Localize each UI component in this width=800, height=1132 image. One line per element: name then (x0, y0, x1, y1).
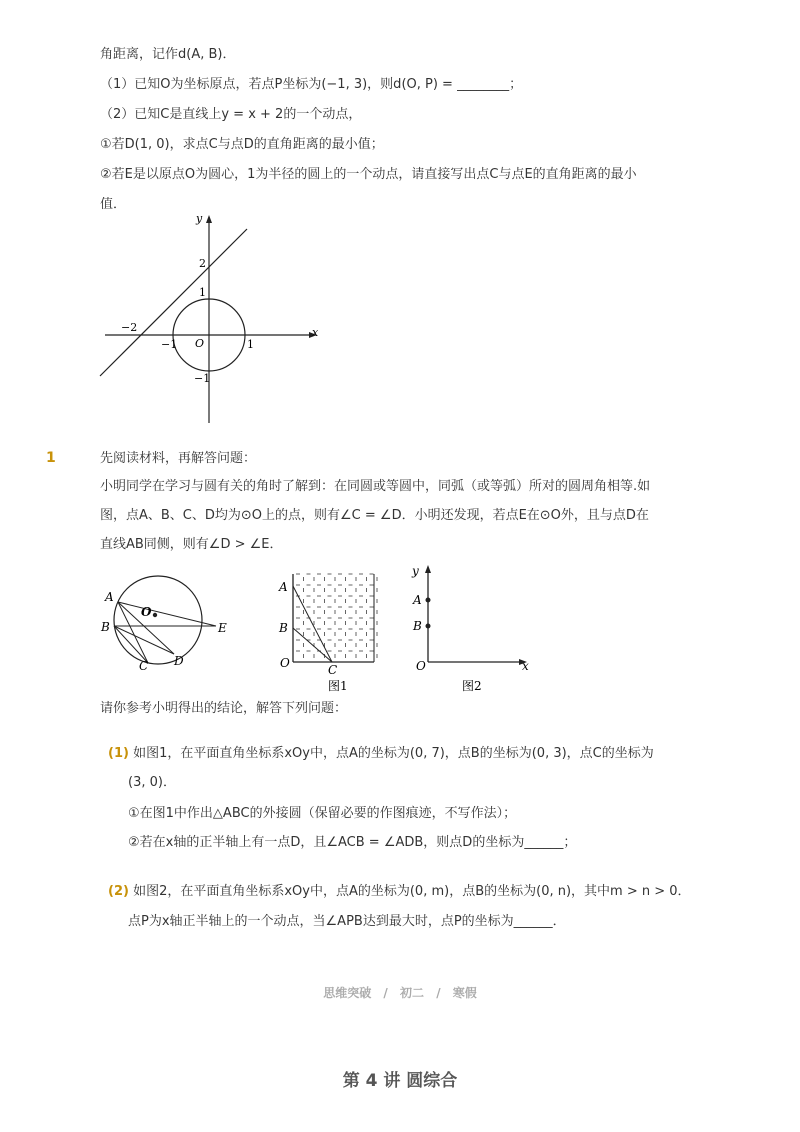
sub2-number: (2) (108, 884, 129, 899)
fig2-y-arrow-icon (425, 565, 431, 573)
segment-bc (114, 626, 148, 663)
problem-intro: 先阅读材料，再解答问题： (100, 451, 257, 466)
sub1-part-a: ①在图1中作出△ABC的外接圆（保留必要的作图痕迹，不写作法）； (128, 806, 517, 821)
sub1-part-b: ②若在x轴的正半轴上有一点D，且∠ACB = ∠ADB，则点D的坐标为______； (128, 835, 577, 850)
ask-line: 请你参考小明得出的结论，解答下列问题： (100, 701, 348, 716)
question-2: （2）已知C是直线上y = x + 2的一个动点， (100, 107, 362, 122)
point-label-a: A (105, 590, 114, 604)
point-label-d: D (174, 654, 184, 668)
question-2b-line1: ②若E是以原点O为圆心，1为半径的圆上的一个动点，请直接写出点C与点E的直角距离的最小 (100, 167, 637, 182)
text-line-definition: 角距离，记作d(A, B)． (100, 47, 236, 62)
point-label-o: O (141, 605, 152, 619)
fig2-label-a: A (413, 593, 422, 607)
fig2-point-b (426, 624, 431, 629)
segment-bd (114, 626, 174, 654)
sub1-number: (1) (108, 746, 129, 761)
sub1-line2: (3, 0)． (128, 775, 176, 790)
fig1-label-a: A (279, 580, 288, 594)
material-para2: 图，点A、B、C、D均为⊙O上的点，则有∠C = ∠D．小明还发现，若点E在⊙O外，且与点D在 (100, 508, 649, 523)
point-label-c: C (139, 659, 149, 672)
footer-item-1: 思维突破 (323, 986, 372, 1000)
graph-line-circle (95, 210, 325, 430)
x-axis-label: x (312, 326, 319, 339)
material-para1: 小明同学在学习与圆有关的角时了解到：在同圆或等圆中，同弧（或等弧）所对的圆周角相等.如 (100, 479, 651, 494)
y-axis-arrow-icon (206, 215, 212, 223)
fig1-caption: 图1 (328, 679, 348, 693)
lecture-title: 第 4 讲 圆综合 (342, 1071, 458, 1091)
footer-sep-2: / (436, 986, 441, 1000)
tick-label-y1: 1 (199, 286, 206, 299)
sub1-line1 (108, 745, 654, 763)
y-axis-label: y (196, 212, 203, 225)
tick-label-x1: 1 (247, 338, 254, 351)
problem-number: 1 (46, 450, 56, 466)
tick-label-xm1: −1 (161, 338, 178, 351)
tick-label-ym1: −1 (194, 372, 211, 385)
footer-breadcrumb (0, 984, 800, 1001)
fig1-label-o: O (280, 656, 290, 670)
point-label-b: B (101, 620, 110, 634)
footer-sep-1: / (383, 986, 388, 1000)
tick-label-xm2: −2 (121, 321, 138, 334)
fig2-label-y: y (412, 564, 419, 578)
figure-2 (408, 562, 538, 696)
fig1-label-b: B (279, 621, 288, 635)
figure-1-grid (276, 566, 386, 696)
fig2-label-x: x (522, 659, 529, 673)
footer-item-2: 初二 (399, 986, 424, 1000)
fig2-label-b: B (413, 619, 422, 633)
sub2-line2: 点P为x轴正半轴上的一个动点，当∠APB达到最大时，点P的坐标为______． (128, 914, 566, 929)
sub2-line1 (108, 883, 691, 901)
question-2a: ①若D(1, 0)，求点C与点D的直角距离的最小值； (100, 137, 384, 152)
fig1-label-c: C (328, 663, 338, 677)
tick-label-y2: 2 (199, 257, 206, 270)
center-point (153, 613, 157, 617)
origin-label: O (195, 337, 205, 350)
fig1-segment-bc (293, 628, 332, 662)
material-para3: 直线AB同侧，则有∠D > ∠E． (100, 537, 283, 552)
fig2-caption: 图2 (462, 679, 482, 693)
question-1: （1）已知O为坐标原点，若点P坐标为(−1, 3)，则d(O, P) = ________； (100, 77, 523, 92)
circle-figure (98, 572, 238, 672)
fig2-point-a (426, 598, 431, 603)
point-label-e: E (218, 621, 227, 635)
sub2-text: 如图2，在平面直角坐标系xOy中，点A的坐标为(0, m)，点B的坐标为(0, n)，其中m > n > 0． (133, 884, 691, 899)
sub1-text: 如图1，在平面直角坐标系xOy中，点A的坐标为(0, 7)，点B的坐标为(0, 3)，点C的坐标为 (133, 746, 654, 761)
fig2-label-o: O (416, 659, 426, 673)
footer-item-3: 寒假 (452, 986, 477, 1000)
question-2b-line2: 值． (100, 197, 127, 212)
